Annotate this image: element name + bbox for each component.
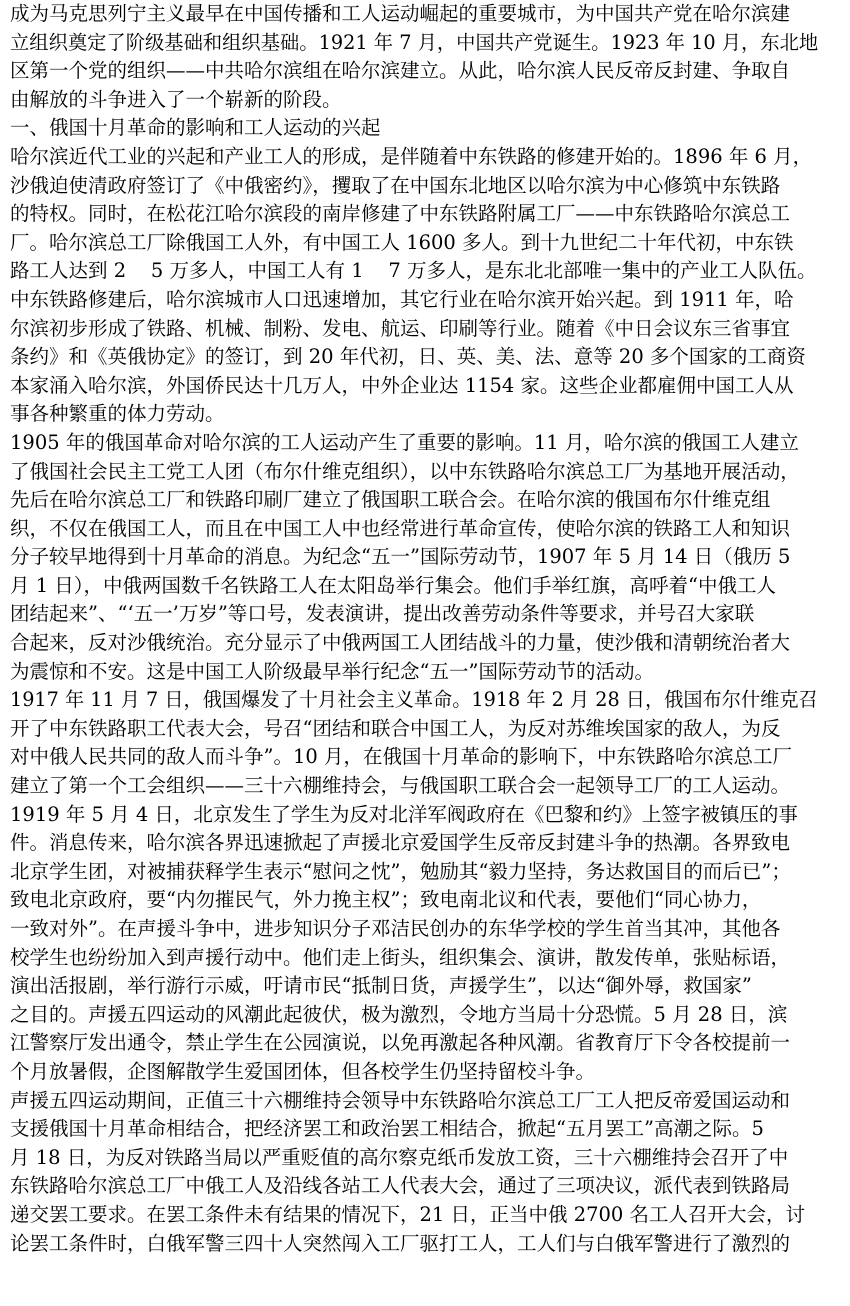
text-line: 的特权。同时，在松花江哈尔滨段的南岸修建了中东铁路附属工厂——中东铁路哈尔滨总工 [10, 202, 791, 226]
text-line: 支援俄国十月革命相结合，把经济罢工和政治罢工相结合，掀起“五月罢工”高潮之际。5 [10, 1117, 764, 1141]
text-line: 哈尔滨近代工业的兴起和产业工人的形成，是伴随着中东铁路的修建开始的。1896 年 6 月， [10, 144, 813, 168]
text-line: 之目的。声援五四运动的风潮此起彼伏，极为激烈，令地方当局十分恐慌。5 月 28 日，滨 [10, 1002, 788, 1026]
text-line: 对中俄人民共同的敌人而斗争”。10 月，在俄国十月革命的影响下，中东铁路哈尔滨总工厂 [10, 745, 792, 769]
text-line: 声援五四运动期间，正值三十六棚维持会领导中东铁路哈尔滨总工厂工人把反帝爱国运动和 [10, 1088, 791, 1112]
text-line: 北京学生团，对被捕获释学生表示“慰问之忱”，勉励其“毅力坚持，务达救国目的而后已”； [10, 859, 791, 883]
text-line: 东铁路哈尔滨总工厂中俄工人及沿线各站工人代表大会，通过了三项决议，派代表到铁路局 [10, 1174, 791, 1198]
text-line: 中东铁路修建后，哈尔滨城市人口迅速增加，其它行业在哈尔滨开始兴起。到 1911 年，哈 [10, 287, 794, 311]
text-line: 厂。哈尔滨总工厂除俄国工人外，有中国工人 1600 多人。到十九世纪二十年代初，中东铁 [10, 230, 794, 254]
text-line: 合起来，反对沙俄统治。充分显示了中俄两国工人团结战斗的力量，使沙俄和清朝统治者大 [10, 631, 791, 655]
text-line: 一致对外”。在声援斗争中，进步知识分子邓洁民创办的东华学校的学生首当其冲，其他各 [10, 917, 781, 940]
text-line: 个月放暑假，企图解散学生爱国团体，但各校学生仍坚持留校斗争。 [10, 1059, 596, 1083]
text-line: 本家涌入哈尔滨，外国侨民达十几万人，中外企业达 1154 家。这些企业都雇佣中国工人从 [10, 373, 794, 397]
text-line: 先后在哈尔滨总工厂和铁路印刷厂建立了俄国职工联合会。在哈尔滨的俄国布尔什维克组 [10, 488, 771, 512]
text-line: 1919 年 5 月 4 日，北京发生了学生为反对北洋军阀政府在《巴黎和约》上签字被镇压的事 [10, 802, 798, 826]
text-line: 沙俄迫使清政府签订了《中俄密约》，攫取了在中国东北地区以哈尔滨为中心修筑中东铁路 [10, 173, 781, 197]
text-line: 1917 年 11 月 7 日，俄国爆发了十月社会主义革命。1918 年 2 月 28 日，俄国布尔什维克召 [10, 688, 818, 712]
text-line: 织，不仅在俄国工人，而且在中国工人中也经常进行革命宣传，使哈尔滨的铁路工人和知识 [10, 516, 791, 540]
text-line: 事各种繁重的体力劳动。 [10, 402, 225, 426]
text-line: 分子较早地得到十月革命的消息。为纪念“五一”国际劳动节，1907 年 5 月 14 日（俄历 5 [10, 545, 791, 569]
text-line: 立组织奠定了阶级基础和组织基础。1921 年 7 月，中国共产党诞生。1923 年 10 月，东北地 [10, 30, 819, 54]
text-line: 校学生也纷纷加入到声援行动中。他们走上街头，组织集会、演讲，散发传单，张贴标语， [10, 945, 791, 969]
text-line: 江警察厅发出通令，禁止学生在公园演说，以免再激起各种风潮。省教育厅下令各校提前一 [10, 1031, 791, 1055]
text-line: 了俄国社会民主工党工人团（布尔什维克组织），以中东铁路哈尔滨总工厂为基地开展活动， [10, 459, 800, 483]
section-heading: 一、俄国十月革命的影响和工人运动的兴起 [10, 116, 381, 140]
text-line: 条约》和《英俄协定》的签订，到 20 年代初，日、英、美、法、意等 20 多个国家的工商资 [10, 345, 806, 369]
text-line: 路工人达到 2 5 万多人，中国工人有 1 7 万多人，是东北北部唯一集中的产业工人队伍。 [10, 259, 817, 283]
text-line: 区第一个党的组织——中共哈尔滨组在哈尔滨建立。从此，哈尔滨人民反帝反封建、争取自 [10, 59, 791, 83]
text-line: 递交罢工要求。在罢工条件未有结果的情况下，21 日，正当中俄 2700 名工人召开大会，讨 [10, 1202, 806, 1226]
text-line: 建立了第一个工会组织——三十六棚维持会，与俄国职工联合会一起领导工厂的工人运动。 [10, 774, 791, 798]
text-line: 月 18 日，为反对铁路当局以严重贬值的高尔察克纸币发放工资，三十六棚维持会召开了中 [10, 1145, 789, 1169]
text-line: 为震惊和不安。这是中国工人阶级最早举行纪念“五一”国际劳动节的活动。 [10, 659, 654, 683]
text-line: 开了中东铁路职工代表大会，号召“团结和联合中国工人，为反对苏维埃国家的敌人，为反 [10, 716, 781, 740]
text-line: 论罢工条件时，白俄军警三四十人突然闯入工厂驱打工人，工人们与白俄军警进行了激烈的 [10, 1231, 791, 1255]
text-line: 月 1 日），中俄两国数千名铁路工人在太阳岛举行集会。他们手举红旗，高呼着“中俄工人 [10, 573, 777, 597]
text-line: 由解放的斗争进入了一个崭新的阶段。 [10, 87, 342, 111]
text-line: 团结起来”、“‘五一’万岁”等口号，发表演讲，提出改善劳动条件等要求，并号召大家联 [10, 602, 755, 626]
document-page [10, 0, 818, 1258]
text-line: 1905 年的俄国革命对哈尔滨的工人运动产生了重要的影响。11 月，哈尔滨的俄国工人建立 [10, 430, 799, 454]
text-line: 尔滨初步形成了铁路、机械、制粉、发电、航运、印刷等行业。随着《中日会议东三省事宜 [10, 316, 791, 340]
text-line: 致电北京政府，要“内勿摧民气，外力挽主权”；致电南北议和代表，要他们“同心协力， [10, 888, 762, 912]
text-line: 件。消息传来，哈尔滨各界迅速掀起了声援北京爱国学生反帝反封建斗争的热潮。各界致电 [10, 831, 791, 855]
text-line: 成为马克思列宁主义最早在中国传播和工人运动崛起的重要城市，为中国共产党在哈尔滨建 [10, 2, 791, 25]
text-line: 演出活报剧，举行游行示威，吁请市民“抵制日货，声援学生”，以达“御外辱，救国家” [10, 974, 752, 998]
